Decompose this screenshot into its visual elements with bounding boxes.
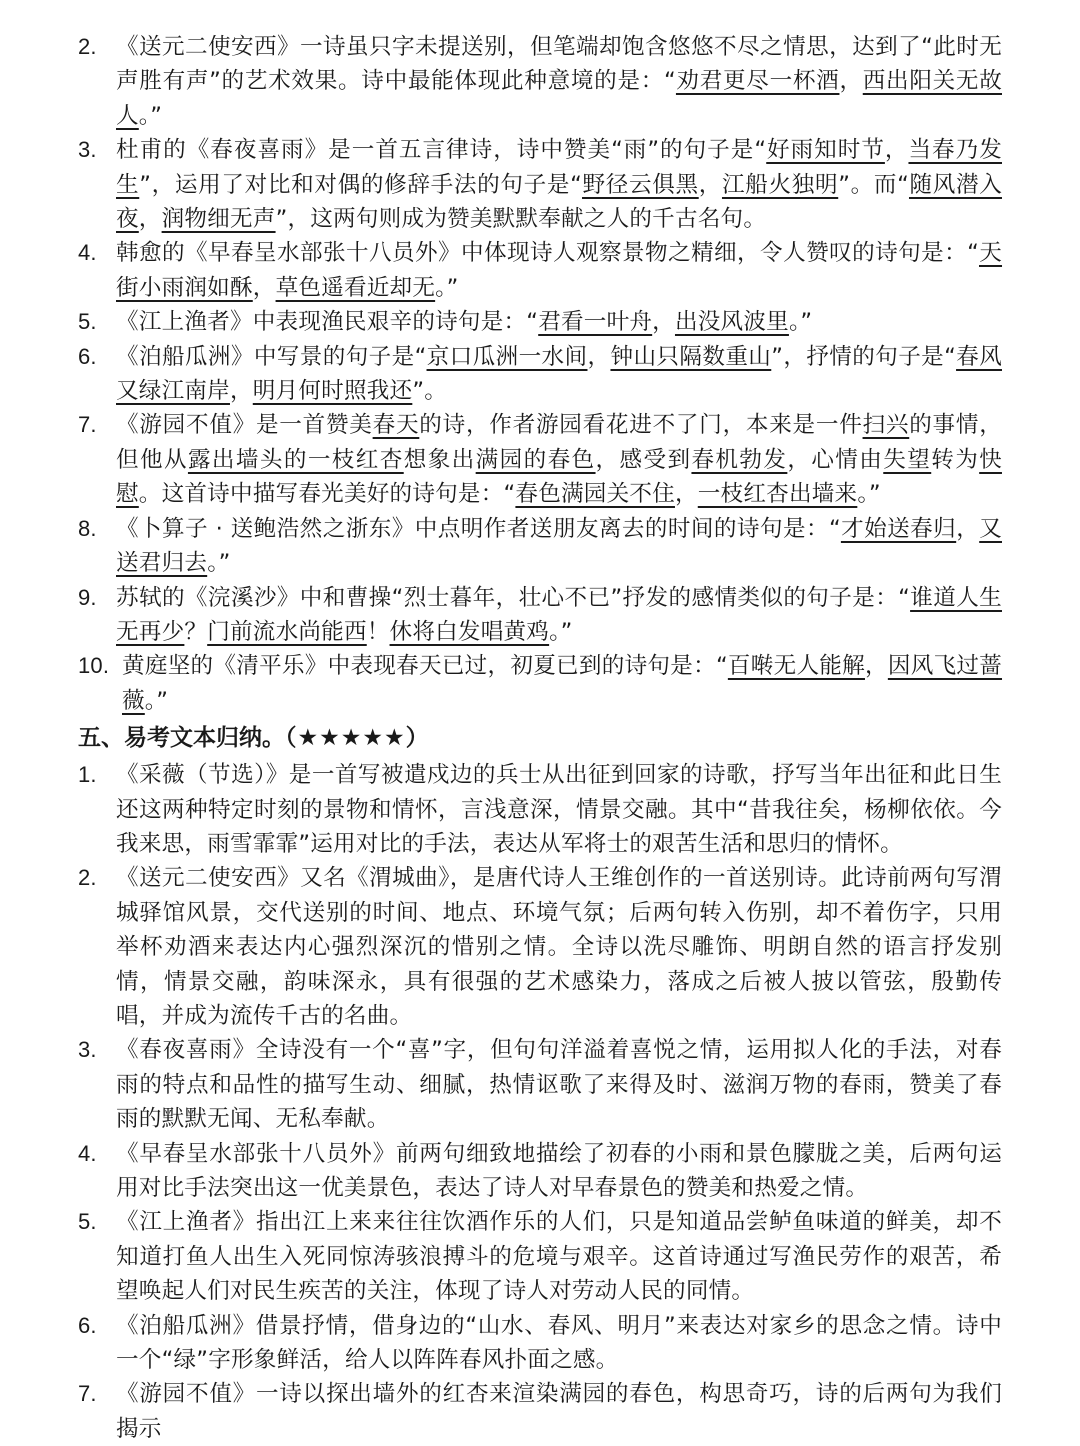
question-text: ，心情由 bbox=[787, 446, 884, 473]
answer-text: 休将白发唱黄鸡 bbox=[389, 618, 550, 645]
item-number: 10. bbox=[78, 653, 110, 679]
answer-text: 君看一叶舟 bbox=[538, 309, 653, 336]
answer-text: 才始送春归 bbox=[840, 515, 957, 542]
summary-text: 《采薇（节选）》是一首写被遣戍边的兵士从出征到回家的诗歌，抒写当年出征和此日生还这两种特定时刻的景物和情怀，言浅意深，情景交融。其中“昔我往矣，杨柳依依。今我来思，雨雪霏霏”运用对比的手法，表达从军将士的艰苦生活和思归的情怀。 bbox=[116, 762, 1002, 857]
summary-item bbox=[78, 1205, 1002, 1308]
poem-question-item bbox=[78, 30, 1002, 133]
difficulty-stars: （★★★★★） bbox=[285, 725, 430, 752]
question-text: ， bbox=[839, 68, 863, 95]
item-number: 5. bbox=[78, 1209, 97, 1235]
summary-text: 《春夜喜雨》全诗没有一个“喜”字，但句句洋溢着喜悦之情，运用拟人化的手法，对春雨的特点和品性的描写生动、细腻，热情讴歌了来得及时、滋润万物的春雨，赞美了春雨的默默无闻、无私奉献。 bbox=[116, 1037, 1002, 1133]
question-text: 。” bbox=[788, 309, 813, 336]
question-text: ， bbox=[252, 274, 276, 301]
poem-question-item bbox=[78, 340, 1002, 409]
poem-question-item bbox=[78, 133, 1002, 236]
question-text: ， bbox=[652, 309, 675, 336]
poem-question-item bbox=[78, 305, 1002, 339]
question-text: ， bbox=[674, 481, 698, 508]
answer-text: 百啭无人能解 bbox=[727, 653, 865, 680]
item-number: 2. bbox=[78, 34, 97, 59]
answer-text: 又送君归去 bbox=[116, 515, 1002, 577]
answer-text: 一枝红杏出墙来 bbox=[697, 481, 858, 508]
answer-text: 钟山只隔数重山 bbox=[610, 343, 772, 370]
question-text: 黄庭坚的《清平乐》中表现春天已过，初夏已到的诗句是：“ bbox=[122, 653, 728, 680]
question-text: 的诗，作者游园看花进不了门，本来是一件 bbox=[419, 412, 863, 439]
answer-text: 野径云俱黑 bbox=[582, 171, 699, 198]
question-text: 。这首诗中描写春光美好的诗句是：“ bbox=[138, 481, 516, 508]
question-text: ， bbox=[229, 378, 253, 405]
section-4-list bbox=[78, 30, 1002, 718]
item-number: 6. bbox=[78, 343, 97, 369]
item-number: 9. bbox=[78, 584, 97, 610]
item-number: 7. bbox=[78, 412, 97, 438]
question-text: ， bbox=[138, 206, 162, 233]
answer-text: 当春乃发生 bbox=[116, 137, 1002, 198]
answer-text: 好雨知时节 bbox=[766, 137, 885, 164]
item-number: 8. bbox=[78, 515, 97, 541]
summary-text: 《送元二使安西》又名《渭城曲》，是唐代诗人王维创作的一首送别诗。此诗前两句写渭城驿馆风景，交代送别的时间、地点、环境气氛；后两句转入伤别，却不着伤字，只用举杯劝酒来表达内心强烈深沉的惜别之情。全诗以洗尽雕饰、明朗自然的语言抒发别情，情景交融，韵味深永，具有很强的艺术感染力，落成之后被人披以管弦，殷勤传唱，并成为流传千古的名曲。 bbox=[116, 865, 1002, 1029]
item-number: 4. bbox=[78, 1140, 97, 1166]
question-text: ”，运用了对比和对偶的修辞手法的句子是“ bbox=[139, 171, 583, 198]
summary-text: 《江上渔者》指出江上来来往往饮酒作乐的人们，只是知道品尝鲈鱼味道的鲜美，却不知道打鱼人出生入死同惊涛骇浪搏斗的危境与艰辛。这首诗通过写渔民劳作的艰苦，希望唤起人们对民生疾苦的关注，体现了诗人对劳动人民的同情。 bbox=[116, 1209, 1002, 1305]
answer-text: 天街小雨润如酥 bbox=[116, 240, 1003, 301]
summary-item bbox=[78, 861, 1002, 1033]
answer-text: 江船火独明 bbox=[721, 171, 839, 198]
summary-text: 《早春呈水部张十八员外》前两句细致地描绘了初春的小雨和景色朦胧之美，后两句运用对比手法突出这一优美景色，表达了诗人对早春景色的赞美和热爱之情。 bbox=[116, 1140, 1002, 1201]
question-text: ， bbox=[884, 137, 909, 164]
answer-text: 露出墙头的一枝红杏 bbox=[187, 446, 404, 473]
item-number: 3. bbox=[78, 1037, 97, 1063]
answer-text: 失望 bbox=[883, 446, 932, 473]
summary-item bbox=[78, 1033, 1002, 1136]
answer-text: 春天 bbox=[372, 412, 420, 439]
poem-question-item bbox=[78, 408, 1002, 511]
answer-text: 春色满园关不住 bbox=[515, 481, 675, 508]
question-text: ”。 bbox=[412, 378, 448, 405]
question-text: 。” bbox=[138, 102, 163, 129]
item-number: 4. bbox=[78, 240, 97, 266]
poem-question-item bbox=[78, 649, 1002, 718]
question-text: 转为 bbox=[931, 446, 980, 473]
summary-item bbox=[78, 1137, 1002, 1206]
answer-text: 明月何时照我还 bbox=[252, 378, 413, 405]
question-text: 韩愈的《早春呈水部张十八员外》中体现诗人观察景物之精细，令人赞叹的诗句是：“ bbox=[116, 240, 979, 267]
summary-text: 《游园不值》一诗以探出墙外的红杏来渲染满园的春色，构思奇巧，诗的后两句为我们揭示 bbox=[116, 1381, 1002, 1442]
question-text: 。” bbox=[435, 274, 459, 301]
answer-text: 春机勃发 bbox=[691, 446, 788, 473]
answer-text: 扫兴 bbox=[862, 412, 910, 439]
item-number: 3. bbox=[78, 137, 97, 163]
question-text: 杜甫的《春夜喜雨》是一首五言律诗，诗中赞美“雨”的句子是“ bbox=[116, 137, 767, 164]
answer-text: 因风飞过蔷薇 bbox=[122, 653, 1003, 714]
section-5-title: 五、易考文本归纳。 bbox=[78, 725, 285, 752]
item-number: 7. bbox=[78, 1381, 97, 1407]
poem-question-item bbox=[78, 512, 1002, 581]
answer-text: 西出阳关无故人 bbox=[116, 68, 1002, 129]
answer-text: 门前流水尚能西 bbox=[207, 618, 367, 645]
item-number: 2. bbox=[78, 865, 97, 891]
question-text: ， bbox=[864, 653, 888, 680]
question-text: 《游园不值》是一首赞美 bbox=[116, 412, 373, 439]
question-text: ！ bbox=[366, 618, 390, 645]
question-text: ”。而“ bbox=[838, 171, 909, 198]
question-text: 《泊船瓜洲》中写景的句子是“ bbox=[116, 343, 427, 370]
poem-question-item bbox=[78, 236, 1002, 305]
question-text: 想象出 bbox=[403, 446, 476, 473]
item-number: 6. bbox=[78, 1312, 97, 1338]
answer-text: 快慰 bbox=[116, 446, 1002, 508]
answer-text: 谁道人生无再少 bbox=[116, 584, 1002, 645]
question-text: 《江上渔者》中表现渔民艰辛的诗句是：“ bbox=[116, 309, 539, 336]
summary-item bbox=[78, 1309, 1002, 1378]
question-text: 的事情，但他从 bbox=[116, 412, 1002, 473]
section-5-list bbox=[78, 758, 1002, 1446]
item-number: 1. bbox=[78, 762, 97, 788]
question-text: ， bbox=[698, 171, 722, 198]
poem-question-item bbox=[78, 581, 1002, 650]
question-text: 。” bbox=[549, 618, 573, 645]
question-text: ，感受到 bbox=[595, 446, 692, 473]
question-text: ”，抒情的句子是“ bbox=[771, 343, 957, 370]
answer-text: 草色遥看近却无 bbox=[275, 274, 436, 301]
answer-text: 出没风波里 bbox=[674, 309, 789, 336]
question-text: 《送元二使安西》一诗虽只字未提送别，但笔端却饱含悠悠不尽之情思，达到了“此时无声胜有声”的艺术效果。诗中最能体现此种意境的是：“ bbox=[116, 34, 1002, 95]
section-5-heading bbox=[78, 720, 1002, 756]
question-text: 《卜算子 · 送鲍浩然之浙东》中点明作者送朋友离去的时间的诗句是：“ bbox=[116, 515, 841, 542]
item-number: 5. bbox=[78, 309, 97, 335]
summary-text: 《泊船瓜洲》借景抒情，借身边的“山水、春风、明月”来表达对家乡的思念之情。诗中一个“绿”字形象鲜活，给人以阵阵春风扑面之感。 bbox=[116, 1312, 1002, 1374]
question-text: ， bbox=[587, 343, 611, 370]
question-text: ， bbox=[956, 515, 980, 542]
summary-item bbox=[78, 758, 1002, 861]
question-text: ”，这两句则成为赞美默默奉献之人的千古名句。 bbox=[275, 206, 767, 233]
answer-text: 润物细无声 bbox=[161, 206, 276, 233]
answer-text: 随风潜入夜 bbox=[116, 171, 1002, 233]
question-text: 苏轼的《浣溪沙》中和曹操“烈士暮年，壮心不已”抒发的感情类似的句子是：“ bbox=[116, 584, 911, 611]
answer-text: 春风又绿江南岸 bbox=[116, 343, 1002, 405]
question-text: 。” bbox=[857, 481, 881, 508]
question-text: 。” bbox=[144, 687, 169, 714]
answer-text: 满园的春色 bbox=[475, 446, 596, 473]
summary-item bbox=[78, 1377, 1002, 1446]
question-text: 。” bbox=[207, 550, 231, 577]
question-text: ？ bbox=[184, 618, 208, 645]
answer-text: 劝君更尽一杯酒 bbox=[675, 68, 840, 95]
answer-text: 京口瓜洲一水间 bbox=[426, 343, 588, 370]
